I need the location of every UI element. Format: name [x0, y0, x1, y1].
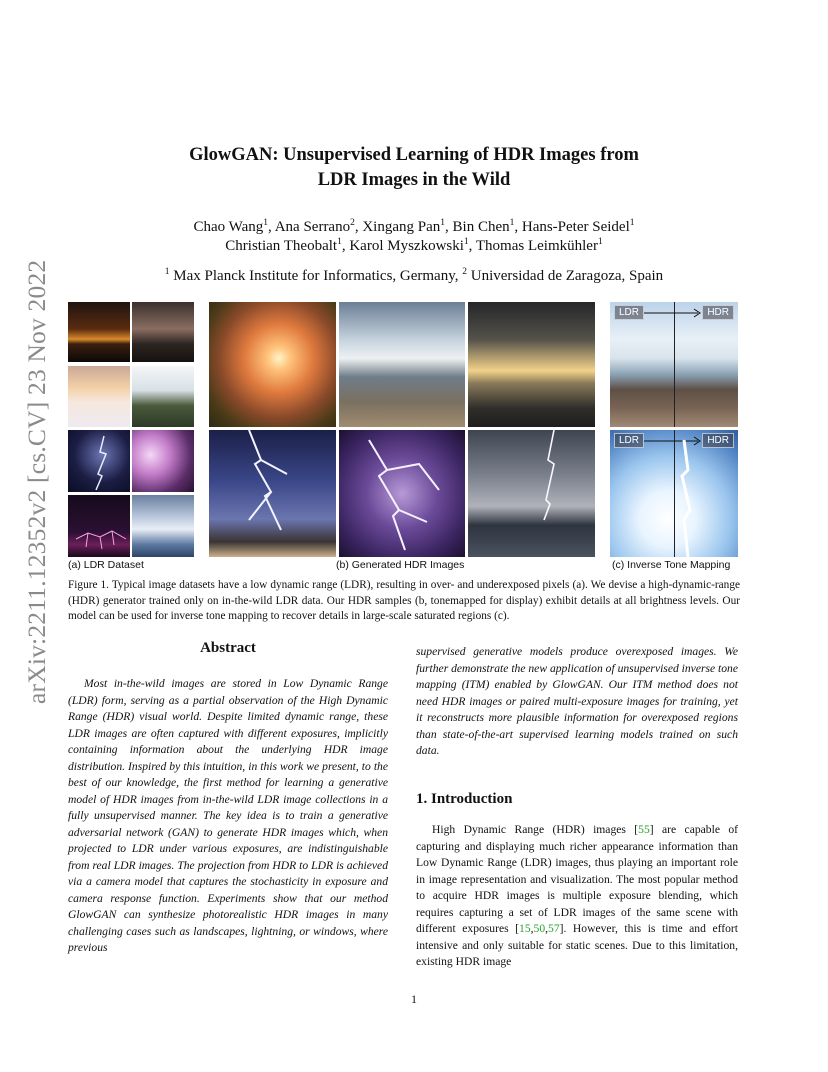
lightning-bolt-icon [68, 495, 130, 557]
author-name: Karol Myszkowski [349, 238, 464, 254]
citation-link[interactable]: 55 [638, 823, 650, 836]
hdr-image-lightning-purple [339, 430, 465, 557]
itm-image-lightning [610, 430, 738, 557]
author-affiliation-number: 1 [263, 218, 269, 228]
split-divider [674, 302, 675, 427]
author-line-2: Christian Theobalt$^1$, Karol Myszkowski$^1$, Thomas Leimkühler$^1$ [225, 237, 603, 254]
author-list [90, 218, 738, 256]
intro-text-segment: ]. However, this is time and effort intensive and only suitable for static scenes. Due to this limitation, existing HDR image [416, 922, 738, 968]
citation-link[interactable]: 57 [548, 922, 560, 935]
author-affiliation-number: 1 [463, 237, 469, 247]
author-name: Chao Wang [193, 219, 264, 235]
abstract-paragraph: Most in-the-wild images are stored in Low Dynamic Range (LDR) form, serving as a partial observation of the High Dynamic Range (HDR) visual world. Despite limited dynamic range, these LDR images are often captured with different exposures, implicitly containing information about the underlying HDR image distribution. Inspired by this intuition, in this work we present, to the best of our knowledge, the first method for learning a generative model of HDR images from in-the-wild LDR image collections in a fully unsupervised manner. The key idea is to train a generative adversarial network (GAN) to generate HDR images which, when projected to LDR under various exposures, are indistinguishable from real LDR images. The projection from HDR to LDR is achieved via a camera model that captures the stochasticity in exposure and camera response function. Experiments show that our method GlowGAN can synthesize photorealistic HDR images in many challenging cases such as landscapes, lightning, or windows, where previous [68, 677, 388, 954]
hdr-image-sea-sunset [468, 302, 595, 427]
lightning-bolt-icon [68, 430, 130, 492]
tag-ldr: LDR [614, 433, 644, 448]
hdr-image-coast-clouds [339, 302, 465, 427]
hdr-image-lightning-lake [468, 430, 595, 557]
title-line-1: GlowGAN: Unsupervised Learning of HDR Images from [189, 145, 639, 165]
author-name: Ana Serrano [274, 219, 351, 235]
paper-title [90, 143, 738, 193]
abstract-heading: Abstract [200, 640, 256, 656]
ldr-image-cloudy-lake [132, 495, 194, 557]
tag-ldr: LDR [614, 305, 644, 320]
lightning-bolt-icon [674, 430, 738, 557]
author-name: Christian Theobalt [225, 238, 338, 254]
tag-hdr: HDR [702, 433, 734, 448]
citation-link[interactable]: 15 [519, 922, 531, 935]
ldr-image-lightning-blue [68, 430, 130, 492]
author-affiliation-number: 1 [629, 218, 635, 228]
hdr-image-sunset-field [209, 302, 336, 427]
introduction-paragraph [416, 822, 738, 971]
arrow-right-icon [644, 308, 704, 318]
author-name: Thomas Leimkühler [475, 238, 598, 254]
ldr-image-sunset-tree [68, 302, 130, 362]
subcaption-b: (b) Generated HDR Images [336, 559, 465, 571]
tag-hdr: HDR [702, 305, 734, 320]
abstract-text [68, 676, 388, 957]
affiliation-number: 1 [164, 267, 170, 277]
author-name: Hans-Peter Seidel [521, 219, 630, 235]
page-number: 1 [411, 992, 417, 1006]
intro-text-segment: , [530, 922, 534, 935]
arxiv-stamp: arXiv:2211.12352v2 [cs.CV] 23 Nov 2022 [22, 259, 51, 704]
ldr-image-lightning-magenta [68, 495, 130, 557]
teaser-figure [68, 302, 738, 574]
intro-text-segment: , [545, 922, 549, 935]
author-affiliation-number: 1 [509, 218, 515, 228]
citation-link[interactable]: 50 [533, 922, 546, 935]
figure-caption: Figure 1. Typical image datasets have a low dynamic range (LDR), resulting in over- and underexposed pixels (a). We devise a high-dynamic-range (HDR) generator trained only on in-the-wild LDR data. Our HDR samples (b, tonemapped for display) exhibit details at all brightness levels. Our model can be used for inverse tone mapping to recover details in large-scale saturated regions (c). [68, 579, 740, 622]
lightning-bolt-icon [339, 430, 465, 557]
subcaption-a: (a) LDR Dataset [68, 559, 144, 571]
lightning-bolt-icon [468, 430, 595, 557]
hdr-image-lightning-city [209, 430, 336, 557]
itm-image-beach [610, 302, 738, 427]
intro-text-segment: ] are capable of capturing and displaying much richer appearance information than Low Dynamic Range (LDR) images, thus playing an important role in image representation and visualization. The most popular method to acquire HDR images is multiple exposure blending, which requires capturing a set of LDR images of the same scene with different exposures [ [416, 823, 739, 935]
affiliations [90, 268, 738, 285]
ldr-image-dark-hill [132, 302, 194, 362]
lightning-bolt-icon [209, 430, 336, 557]
affiliation-name: Universidad de Zaragoza, Spain [470, 268, 664, 284]
introduction-heading: 1. Introduction [416, 791, 513, 807]
author-affiliation-number: 2 [350, 218, 355, 228]
author-affiliation-number: 1 [440, 218, 446, 228]
ldr-image-bright-sky [68, 366, 130, 427]
author-name: Bin Chen [452, 219, 510, 235]
ldr-image-river [132, 366, 194, 427]
ldr-image-lightning-pink [132, 430, 194, 492]
author-affiliation-number: 1 [597, 237, 603, 247]
intro-text-segment: High Dynamic Range (HDR) images [ [432, 823, 639, 836]
subcaption-c: (c) Inverse Tone Mapping [612, 559, 731, 571]
author-affiliation-number: 1 [337, 237, 342, 247]
author-line-1: Chao Wang$^1$, Ana Serrano$^2$, Xingang Pan$^1$, Bin Chen$^1$, Hans-Peter Seidel$^1$ [193, 218, 635, 235]
abstract-continuation: supervised generative models produce overexposed images. We further demonstrate the new application of unsupervised inverse tone mapping (ITM) enabled by GlowGAN. Our ITM method does not need HDR images or paired multi-exposure images for training, yet it reconstructs more plausible information for overexposed regions than state-of-the-art supervised learning models trained on such data. [416, 645, 738, 757]
title-line-2: LDR Images in the Wild [317, 170, 511, 190]
affiliation-number: 2 [462, 267, 467, 277]
affiliation-name: Max Planck Institute for Informatics, Germany, [173, 268, 459, 284]
author-name: Xingang Pan [362, 219, 441, 235]
introduction-text [416, 822, 738, 971]
